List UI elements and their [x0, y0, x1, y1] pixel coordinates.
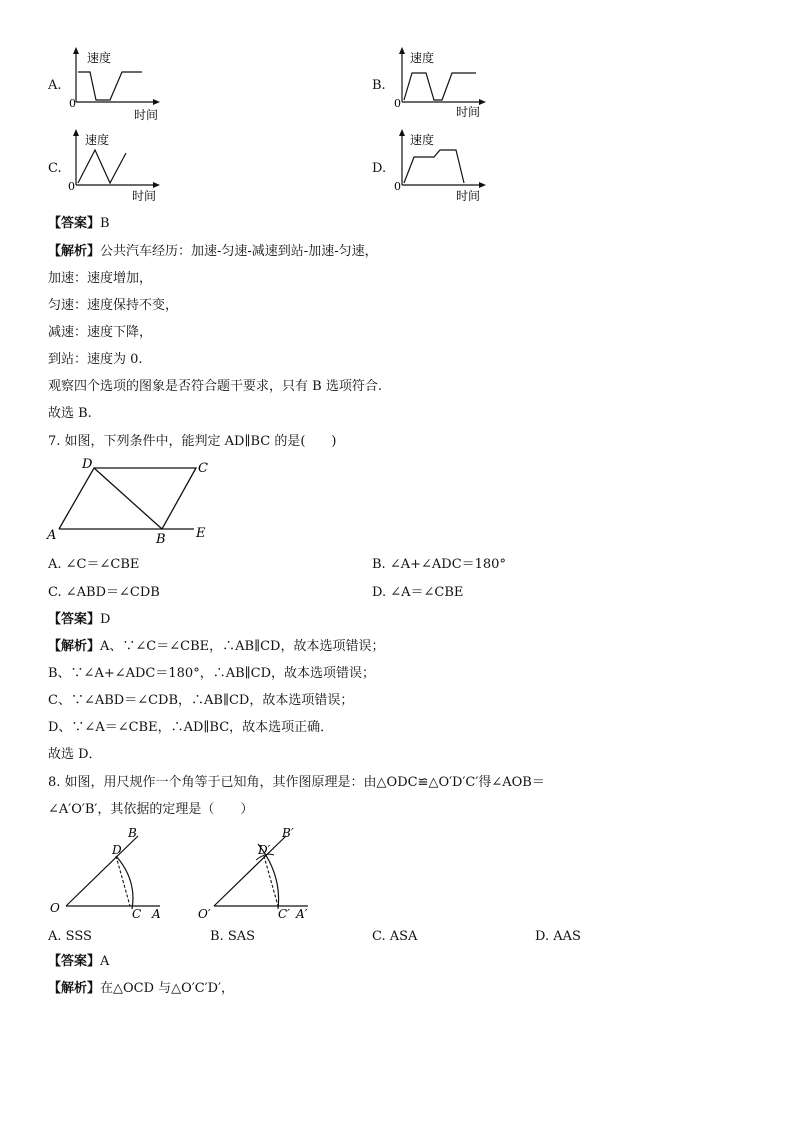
q7-stem: 7. 如图，下列条件中，能判定 AD∥BC 的是( )	[48, 434, 337, 449]
analysis-tag: 【解析】	[48, 639, 101, 654]
svg-text:D′: D′	[258, 843, 271, 857]
q6-analysis-line: 【解析】公共汽车经历：加速-匀速-减速到站-加速-匀速，	[48, 244, 378, 259]
q8-option-d: D. AAS	[535, 929, 581, 944]
answer-value: D	[100, 612, 111, 627]
q8-angle-figure-original	[44, 822, 174, 922]
svg-text:0: 0	[68, 180, 75, 193]
svg-text:B′: B′	[282, 826, 294, 840]
q8-stem-line: 8. 如图，用尺规作一个角等于已知角，其作图原理是：由△ODC≌△O′D′C′得∠AOB＝	[48, 775, 545, 790]
svg-text:速度: 速度	[410, 133, 435, 147]
analysis-tag: 【解析】	[48, 244, 101, 259]
q8-option-c: C. ASA	[372, 929, 418, 944]
svg-text:A: A	[47, 528, 57, 543]
svg-text:C: C	[132, 907, 142, 921]
svg-text:O′: O′	[198, 907, 211, 921]
svg-text:E: E	[196, 526, 206, 541]
answer-tag: 【答案】	[48, 612, 101, 627]
svg-text:B: B	[128, 826, 137, 840]
svg-text:速度: 速度	[87, 51, 112, 65]
svg-text:0: 0	[394, 97, 401, 110]
option-letter: C.	[48, 161, 62, 176]
answer-tag: 【答案】	[48, 954, 101, 969]
answer-value: A	[100, 954, 110, 969]
svg-text:时间: 时间	[134, 108, 159, 122]
q6-analysis-line: 到站：速度为 0.	[48, 352, 143, 367]
q8-stem-line: ∠A′O′B′，其依据的定理是（ ）	[48, 802, 254, 817]
svg-text:时间: 时间	[456, 189, 481, 203]
svg-text:O: O	[50, 901, 60, 915]
svg-text:C: C	[198, 461, 208, 476]
q6-analysis-line: 故选 B.	[48, 406, 92, 421]
q7-option-a: A. ∠C＝∠CBE	[48, 557, 140, 572]
q8-angle-figure-copy	[196, 822, 326, 922]
q7-option-b: B. ∠A+∠ADC＝180°	[372, 557, 506, 572]
analysis-tag: 【解析】	[48, 981, 101, 996]
speed-time-graph-b	[390, 46, 500, 122]
svg-text:D: D	[112, 843, 122, 857]
svg-text:速度: 速度	[410, 51, 435, 65]
q6-analysis-line: 匀速：速度保持不变，	[48, 298, 179, 313]
svg-text:0: 0	[394, 180, 401, 193]
q8-answer	[48, 953, 109, 971]
q7-analysis-line: 【解析】A、∵∠C＝∠CBE，∴AB∥CD，故本选项错误；	[48, 639, 385, 654]
q7-answer	[48, 611, 110, 629]
q8-option-b: B. SAS	[210, 929, 256, 944]
q7-option-d: D. ∠A＝∠CBE	[372, 585, 464, 600]
q6-answer	[48, 215, 110, 233]
speed-time-graph-a	[64, 46, 174, 122]
q7-parallelogram-figure	[44, 455, 224, 547]
option-letter: D.	[372, 161, 387, 176]
q8-option-a: A. SSS	[48, 929, 92, 944]
svg-text:A′: A′	[296, 907, 308, 921]
svg-text:C′: C′	[278, 907, 290, 921]
svg-text:D: D	[82, 457, 93, 472]
q7-analysis-line: B、∵∠A+∠ADC＝180°，∴AB∥CD，故本选项错误；	[48, 666, 376, 681]
speed-time-graph-c	[64, 128, 174, 204]
svg-text:0: 0	[69, 97, 76, 110]
q7-analysis-line: D、∵∠A＝∠CBE，∴AD∥BC，故本选项正确．	[48, 720, 334, 735]
q6-analysis-line: 减速：速度下降，	[48, 325, 153, 340]
speed-time-graph-d	[390, 128, 500, 204]
svg-text:时间: 时间	[132, 189, 157, 203]
svg-text:B: B	[156, 532, 166, 547]
answer-value: B	[100, 216, 110, 231]
q8-analysis-line: 【解析】在△OCD 与△O′C′D′，	[48, 981, 235, 996]
svg-text:时间: 时间	[456, 105, 481, 119]
q7-analysis-line: C、∵∠ABD＝∠CDB，∴AB∥CD，故本选项错误；	[48, 693, 354, 708]
q7-option-c: C. ∠ABD＝∠CDB	[48, 585, 160, 600]
option-letter: A.	[48, 78, 62, 93]
svg-text:A: A	[152, 907, 161, 921]
option-letter: B.	[372, 78, 386, 93]
svg-text:速度: 速度	[85, 133, 110, 147]
q6-analysis-line: 加速：速度增加，	[48, 271, 153, 286]
q7-analysis-line: 故选 D．	[48, 747, 102, 762]
q6-analysis-line: 观察四个选项的图象是否符合题干要求，只有 B 选项符合.	[48, 379, 382, 394]
answer-tag: 【答案】	[48, 216, 101, 231]
